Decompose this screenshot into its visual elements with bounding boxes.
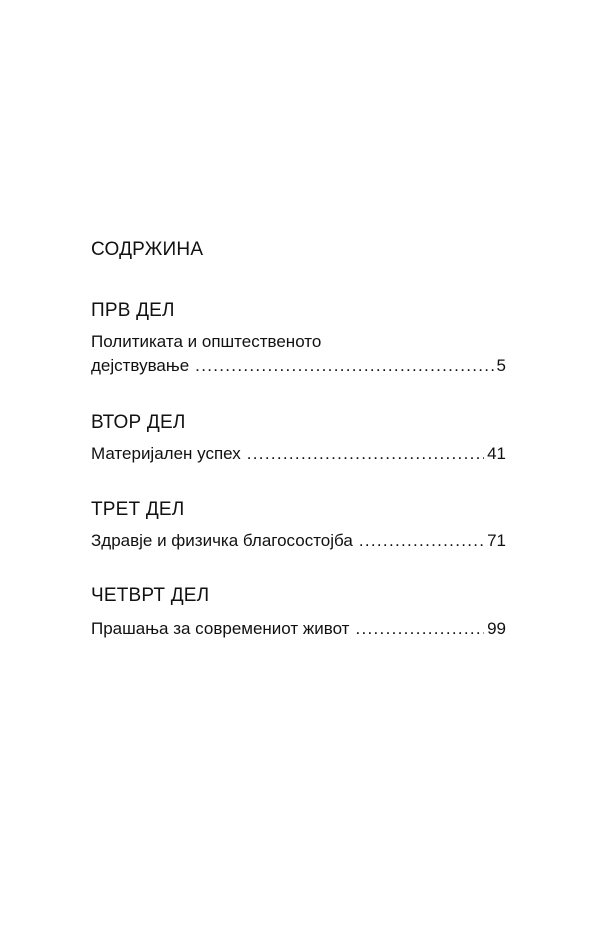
toc-title: СОДРЖИНА [91,239,204,260]
toc-entry-4 [91,617,506,641]
toc-entry-1-text-line1: Политиката и општественото [91,332,322,351]
toc-entry-3-line [91,529,506,553]
toc-entry-3-text: Здравје и физичка благосостојба [91,531,353,550]
toc-entry-1-page: 5 [496,356,506,375]
toc-entry-1 [91,330,506,378]
toc-entry-4-text: Прашања за современиот живот [91,619,350,638]
dot-leader [359,529,484,553]
dot-leader [247,442,484,466]
toc-entry-2-line [91,442,506,466]
toc-entry-2 [91,442,506,466]
toc-entry-2-text: Материјален успех [91,444,241,463]
toc-entry-1-line2 [91,354,506,378]
dot-leader [195,354,493,378]
part-heading-2: ВТОР ДЕЛ [91,412,186,433]
toc-entry-4-page: 99 [487,619,506,638]
part-heading-1: ПРВ ДЕЛ [91,300,175,321]
toc-entry-1-text-line2: дејствување [91,356,190,375]
dot-leader [355,617,484,641]
toc-entry-4-line [91,617,506,641]
toc-entry-2-page: 41 [487,444,506,463]
part-heading-4: ЧЕТВРТ ДЕЛ [91,585,210,606]
toc-entry-3 [91,529,506,553]
part-heading-3: ТРЕТ ДЕЛ [91,499,185,520]
toc-entry-3-page: 71 [487,531,506,550]
